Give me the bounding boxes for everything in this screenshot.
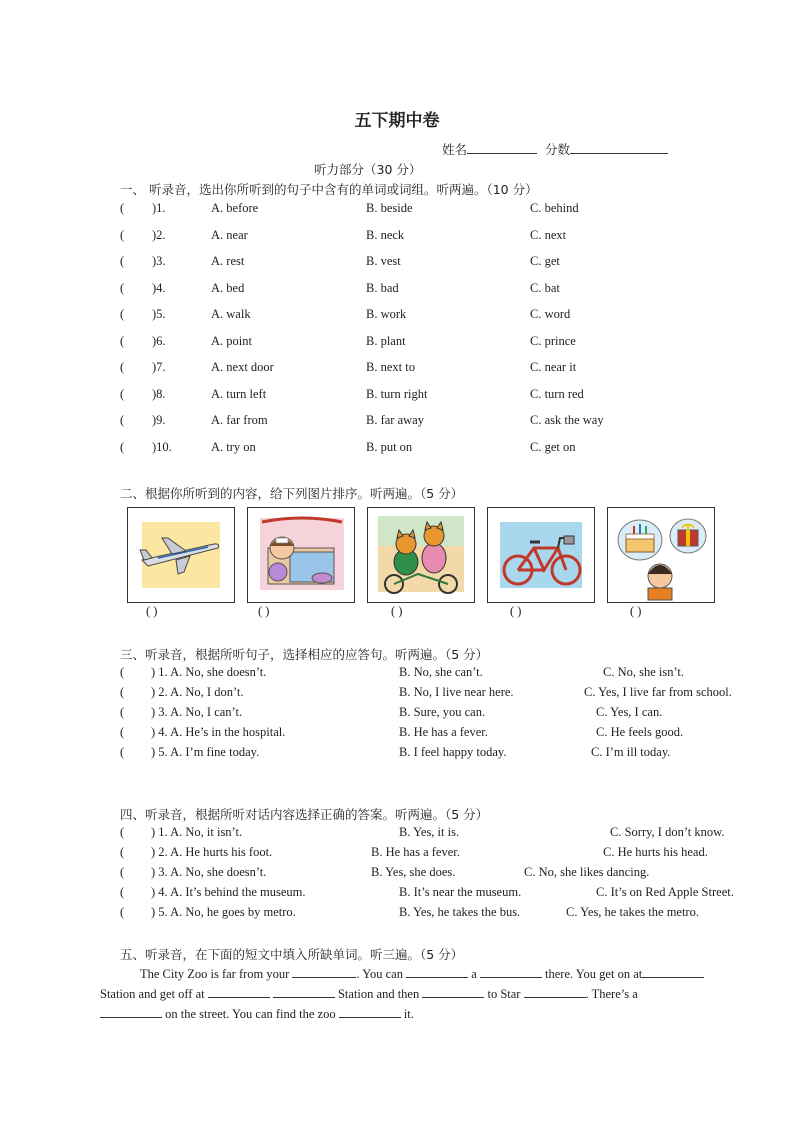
answer-paren[interactable]: ( bbox=[120, 845, 125, 859]
option-a: A. turn left bbox=[211, 386, 267, 401]
option-b: B. It’s near the museum. bbox=[399, 885, 522, 899]
option-a: ) 4. A. He’s in the hospital. bbox=[151, 725, 286, 739]
option-b: B. Yes, it is. bbox=[399, 825, 460, 839]
option-c: C. next bbox=[530, 227, 567, 242]
option-b: B. bad bbox=[366, 280, 399, 295]
option-b: B. No, she can’t. bbox=[399, 665, 483, 679]
cloze-blank-1[interactable] bbox=[292, 965, 356, 978]
question-row bbox=[0, 705, 794, 723]
option-a: A. before bbox=[211, 201, 259, 215]
question-row bbox=[0, 334, 794, 352]
question-row bbox=[0, 825, 794, 843]
option-c: C. He hurts his head. bbox=[603, 845, 708, 859]
option-b: B. put on bbox=[366, 439, 413, 454]
option-c: C. Yes, he takes the metro. bbox=[566, 905, 699, 919]
option-a: A. rest bbox=[211, 254, 245, 268]
question-number: )7. bbox=[152, 360, 166, 374]
question-row bbox=[0, 307, 794, 325]
cloze-text: a bbox=[471, 967, 477, 981]
question-number: )9. bbox=[152, 413, 166, 427]
cloze-text: . You can bbox=[356, 967, 403, 981]
option-a: A. point bbox=[211, 333, 252, 348]
section5-heading: 五、听录音，在下面的短文中填入所缺单词。听三遍。（5 分） bbox=[120, 947, 464, 962]
answer-paren[interactable]: ( bbox=[120, 254, 125, 268]
question-number: )1. bbox=[152, 201, 166, 215]
question-row bbox=[0, 885, 794, 903]
answer-paren[interactable]: ( bbox=[120, 413, 125, 427]
question-row bbox=[0, 685, 794, 703]
score-label: 分数 bbox=[545, 142, 571, 157]
option-c: C. No, she isn’t. bbox=[603, 665, 685, 679]
cloze-blank-4[interactable] bbox=[642, 965, 704, 978]
cloze-blank-9[interactable] bbox=[100, 1005, 162, 1018]
section3-heading: 三、听录音，根据所听句子，选择相应的应答句。听两遍。（5 分） bbox=[120, 647, 489, 662]
option-b: B. plant bbox=[366, 333, 406, 348]
question-row bbox=[0, 360, 794, 378]
option-a: ) 4. A. It’s behind the museum. bbox=[151, 885, 306, 899]
answer-paren[interactable]: ( bbox=[120, 386, 125, 401]
option-c: C. No, she likes dancing. bbox=[524, 865, 650, 879]
cloze-text: Station and get off at bbox=[100, 987, 205, 1001]
answer-paren[interactable]: ( bbox=[120, 865, 125, 879]
page-title: 五下期中卷 bbox=[354, 111, 440, 131]
option-c: C. turn red bbox=[530, 386, 584, 401]
question-row bbox=[0, 254, 794, 272]
option-a: A. near bbox=[211, 227, 248, 242]
option-b: B. next to bbox=[366, 360, 415, 374]
option-c: C. get on bbox=[530, 439, 576, 454]
question-number: )8. bbox=[152, 386, 166, 401]
name-field bbox=[442, 140, 668, 158]
option-c: C. Sorry, I don’t know. bbox=[610, 825, 725, 839]
cloze-blank-2[interactable] bbox=[406, 965, 468, 978]
option-c: C. word bbox=[530, 307, 571, 321]
question-row bbox=[0, 387, 794, 405]
answer-paren[interactable]: ( bbox=[120, 439, 125, 454]
option-c: C. prince bbox=[530, 333, 576, 348]
question-row bbox=[0, 865, 794, 883]
picture-answer-blank[interactable]: ( ) bbox=[510, 604, 522, 618]
answer-paren[interactable]: ( bbox=[120, 360, 125, 374]
picture-birthday bbox=[607, 507, 715, 603]
option-a: ) 1. A. No, she doesn’t. bbox=[151, 665, 267, 679]
option-c: C. ask the way bbox=[530, 413, 604, 427]
option-a: A. far from bbox=[211, 413, 268, 427]
option-a: A. bed bbox=[211, 280, 245, 295]
option-b: B. He has a fever. bbox=[399, 725, 488, 739]
section2-heading: 二、根据你所听到的内容，给下列图片排序。听两遍。（5 分） bbox=[120, 486, 464, 501]
question-number: )4. bbox=[152, 280, 166, 295]
question-row bbox=[0, 201, 794, 219]
option-a: A. walk bbox=[211, 307, 251, 321]
cloze-blank-8[interactable] bbox=[524, 985, 586, 998]
option-c: C. get bbox=[530, 254, 560, 268]
option-c: C. I’m ill today. bbox=[591, 745, 671, 759]
cloze-blank-3[interactable] bbox=[480, 965, 542, 978]
answer-paren[interactable]: ( bbox=[120, 201, 125, 215]
question-row bbox=[0, 413, 794, 431]
answer-paren[interactable]: ( bbox=[120, 333, 125, 348]
cloze-blank-6[interactable] bbox=[273, 985, 335, 998]
answer-paren[interactable]: ( bbox=[120, 280, 125, 295]
answer-paren[interactable]: ( bbox=[120, 725, 125, 739]
answer-paren[interactable]: ( bbox=[120, 885, 125, 899]
cloze-text: on the street. You can find the zoo bbox=[165, 1007, 336, 1021]
option-c: C. near it bbox=[530, 360, 577, 374]
question-row bbox=[0, 281, 794, 299]
answer-paren[interactable]: ( bbox=[120, 665, 125, 679]
question-row bbox=[0, 905, 794, 923]
cloze-text: Station and then bbox=[337, 987, 420, 1001]
question-number: )3. bbox=[152, 254, 166, 268]
option-b: B. vest bbox=[366, 254, 401, 268]
option-c: C. Yes, I can. bbox=[596, 705, 663, 719]
option-b: B. work bbox=[366, 307, 407, 321]
option-a: ) 3. A. No, she doesn’t. bbox=[151, 865, 267, 879]
question-number: )6. bbox=[152, 333, 166, 348]
question-row bbox=[0, 228, 794, 246]
question-row bbox=[0, 665, 794, 683]
option-c: C. He feels good. bbox=[596, 725, 684, 739]
section1-heading: 一、 听录音，选出你所听到的句子中含有的单词或词组。听两遍。（10 分） bbox=[120, 182, 538, 197]
option-b: B. He has a fever. bbox=[371, 845, 460, 859]
cloze-text: to Star bbox=[487, 987, 521, 1001]
option-b: B. No, I live near here. bbox=[399, 685, 514, 699]
cloze-text: there. You get on at bbox=[545, 967, 643, 981]
option-b: B. neck bbox=[366, 227, 405, 242]
option-a: ) 5. A. No, he goes by metro. bbox=[151, 905, 296, 919]
option-c: C. It’s on Red Apple Street. bbox=[596, 885, 734, 899]
option-b: B. beside bbox=[366, 201, 413, 215]
answer-paren[interactable]: ( bbox=[120, 685, 125, 699]
picture-sick-girl bbox=[247, 507, 355, 603]
question-row bbox=[0, 745, 794, 763]
answer-paren[interactable]: ( bbox=[120, 705, 125, 719]
listening-section-label: 听力部分（30 分） bbox=[314, 162, 422, 177]
option-b: B. Yes, he takes the bus. bbox=[399, 905, 521, 919]
picture-answer-blank[interactable]: ( ) bbox=[258, 604, 270, 618]
cloze-text: The City Zoo is far from your bbox=[140, 967, 290, 981]
question-number: )10. bbox=[152, 439, 172, 454]
score-blank[interactable] bbox=[570, 141, 668, 154]
answer-paren[interactable]: ( bbox=[120, 905, 125, 919]
cloze-text: . There’s a bbox=[585, 987, 638, 1001]
option-c: C. bat bbox=[530, 280, 560, 295]
picture-answer-blank[interactable]: ( ) bbox=[391, 604, 403, 618]
option-a: ) 2. A. He hurts his foot. bbox=[151, 845, 273, 859]
option-a: ) 3. A. No, I can’t. bbox=[151, 705, 243, 719]
answer-paren[interactable]: ( bbox=[120, 825, 125, 839]
cloze-text: it. bbox=[403, 1007, 414, 1021]
option-a: ) 2. A. No, I don’t. bbox=[151, 685, 244, 699]
name-blank[interactable] bbox=[467, 141, 537, 154]
cloze-blank-7[interactable] bbox=[422, 985, 484, 998]
cloze-paragraph bbox=[100, 964, 756, 1024]
answer-paren[interactable]: ( bbox=[120, 307, 125, 321]
option-b: B. Sure, you can. bbox=[399, 705, 486, 719]
section4-heading: 四、听录音，根据所听对话内容选择正确的答案。听两遍。（5 分） bbox=[120, 807, 489, 822]
option-c: C. behind bbox=[530, 201, 579, 215]
answer-paren[interactable]: ( bbox=[120, 745, 125, 759]
question-number: )2. bbox=[152, 227, 166, 242]
picture-bicycle bbox=[487, 507, 595, 603]
answer-paren[interactable]: ( bbox=[120, 227, 125, 242]
picture-cats-on-bicycle bbox=[367, 507, 475, 603]
picture-answer-blank[interactable]: ( ) bbox=[146, 604, 158, 618]
option-a: ) 1. A. No, it isn’t. bbox=[151, 825, 243, 839]
option-c: C. Yes, I live far from school. bbox=[584, 685, 732, 699]
picture-answer-blank[interactable]: ( ) bbox=[630, 604, 642, 618]
question-row bbox=[0, 440, 794, 458]
cloze-blank-5[interactable] bbox=[208, 985, 270, 998]
option-b: B. Yes, she does. bbox=[371, 865, 456, 879]
cloze-blank-10[interactable] bbox=[339, 1005, 401, 1018]
question-row bbox=[0, 845, 794, 863]
question-number: )5. bbox=[152, 307, 166, 321]
option-b: B. I feel happy today. bbox=[399, 745, 507, 759]
option-a: ) 5. A. I’m fine today. bbox=[151, 745, 260, 759]
question-row bbox=[0, 725, 794, 743]
picture-airplane bbox=[127, 507, 235, 603]
option-b: B. far away bbox=[366, 413, 424, 427]
option-a: A. next door bbox=[211, 360, 274, 374]
option-b: B. turn right bbox=[366, 386, 428, 401]
option-a: A. try on bbox=[211, 439, 256, 454]
name-label: 姓名 bbox=[442, 142, 468, 157]
